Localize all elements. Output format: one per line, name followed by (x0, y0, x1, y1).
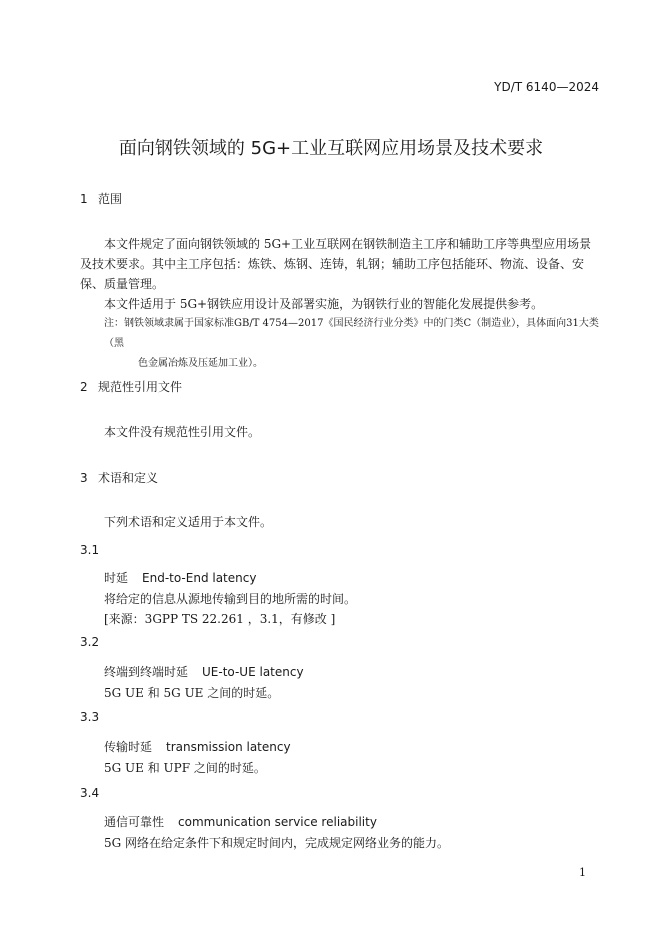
note (104, 314, 602, 374)
section-title: 规范性引用文件 (98, 380, 183, 394)
paragraph: 本文件适用于 5G+钢铁应用设计及部署实施，为钢铁行业的智能化发展提供参考。 (104, 297, 544, 311)
term-en: UE-to-UE latency (202, 665, 304, 679)
term-zh: 通信可靠性 (104, 815, 165, 829)
section-1-heading (80, 190, 122, 207)
section-number: 1 (80, 192, 88, 206)
term-number: 3.1 (80, 543, 100, 557)
section-2-body (80, 422, 600, 442)
term-en: End-to-End latency (142, 571, 257, 585)
section-2-heading (80, 378, 182, 395)
term-zh: 时延 (104, 571, 129, 585)
term-number: 3.3 (80, 710, 100, 724)
paragraph: 本文件规定了面向钢铁领域的 5G+工业互联网在钢铁制造主工序和辅助工序等典型应用场景及技术要求。其中主工序包括：炼铁、炼钢、连铸，轧钢；辅助工序包括能环、物流、设备、安保、质量管理。 (80, 237, 592, 291)
section-number: 2 (80, 380, 88, 394)
standard-code: YD/T 6140—2024 (494, 80, 599, 94)
section-1-body (80, 234, 600, 314)
term-definition: 5G UE 和 UPF 之间的时延。 (104, 761, 266, 775)
term-number: 3.4 (80, 786, 100, 800)
term-definition: 5G UE 和 5G UE 之间的时延。 (104, 686, 280, 700)
section-3-heading (80, 469, 158, 486)
term-en: transmission latency (166, 740, 291, 754)
term-source: [来源：3GPP TS 22.261 ，3.1，有修改 ] (104, 612, 336, 626)
term-heading (104, 813, 377, 830)
paragraph: 下列术语和定义适用于本文件。 (104, 515, 273, 529)
document-title: 面向钢铁领域的 5G+工业互联网应用场景及技术要求 (118, 138, 544, 159)
term-number: 3.2 (80, 635, 100, 649)
term-definition: 将给定的信息从源地传输到目的地所需的时间。 (104, 592, 357, 606)
term-heading (104, 569, 256, 586)
term-en: communication service reliability (178, 815, 377, 829)
note-line: 注：钢铁领域隶属于国家标准GB/T 4754—2017《国民经济行业分类》中的门类C（制造业），具体面向31大类（黑 (104, 318, 599, 349)
section-title: 范围 (98, 192, 123, 206)
term-zh: 传输时延 (104, 740, 153, 754)
page-number: 1 (579, 866, 586, 879)
note-line: 色金属冶炼及压延加工业）。 (138, 358, 263, 369)
paragraph: 本文件没有规范性引用文件。 (104, 425, 261, 439)
term-heading (104, 738, 291, 755)
section-number: 3 (80, 471, 88, 485)
section-3-body (80, 512, 600, 532)
term-heading (104, 663, 304, 680)
section-title: 术语和定义 (98, 471, 159, 485)
term-zh: 终端到终端时延 (104, 665, 189, 679)
term-definition: 5G 网络在给定条件下和规定时间内，完成规定网络业务的能力。 (104, 836, 450, 850)
